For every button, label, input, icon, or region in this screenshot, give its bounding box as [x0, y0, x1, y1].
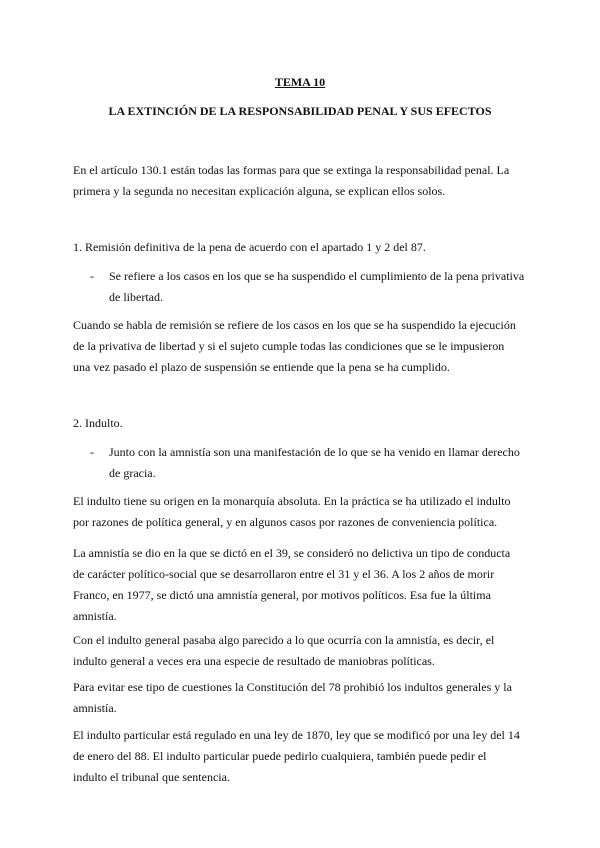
section2-paragraph-5: El indulto particular está regulado en una ley de 1870, ley que se modificó por una ley del 14 de enero del 88. El indulto particular puede pedirlo cualquiera, también puede pedir el indulto el tribunal que sentencia.	[73, 728, 520, 784]
section1-bullet-text: Se refiere a los casos en los que se ha suspendido el cumplimiento de la pena privativa de libertad.	[109, 269, 525, 304]
section2-paragraph-3: Con el indulto general pasaba algo parecido a lo que ocurría con la amnistía, es decir, el indulto general a veces era una especie de resultado de maniobras políticas.	[73, 633, 495, 668]
section2-bullet-text: Junto con la amnistía son una manifestación de lo que se ha venido en llamar derecho de gracia.	[109, 445, 520, 480]
section1-paragraph: Cuando se habla de remisión se refiere de los casos en los que se ha suspendido la ejecución de la privativa de libertad y si el sujeto cumple todas las condiciones que se le impusieron una vez pasado el plazo de suspensión se entiende que la pena se ha cumplido.	[73, 318, 516, 374]
section2-paragraph-2: La amnistía se dio en la que se dictó en el 39, se consideró no delictiva un tipo de conducta de carácter político-social que se desarrollaron entre el 31 y el 36. A los 2 años de morir Franco, en 1977, se dictó una amnistía general, por motivos políticos. Esa fue la última amnistía.	[73, 546, 511, 623]
bullet-dash: -	[90, 445, 94, 459]
section1-bullet	[90, 266, 530, 308]
section2-paragraph-1: El indulto tiene su origen en la monarquía absoluta. En la práctica se ha utilizado el indulto por razones de política general, y en algunos casos por razones de conveniencia política.	[73, 494, 511, 529]
section1-heading: 1. Remisión definitiva de la pena de acuerdo con el apartado 1 y 2 del 87.	[73, 240, 426, 254]
section2-paragraph-4: Para evitar ese tipo de cuestiones la Constitución del 78 prohibió los indultos generales y la amnistía.	[73, 680, 512, 715]
tema-heading: TEMA 10	[274, 75, 326, 89]
intro-paragraph: En el artículo 130.1 están todas las formas para que se extinga la responsabilidad penal. La primera y la segunda no necesitan explicación alguna, se explican ellos solos.	[73, 163, 510, 198]
document-title: LA EXTINCIÓN DE LA RESPONSABILIDAD PENAL Y SUS EFECTOS	[108, 104, 492, 118]
section2-heading: 2. Indulto.	[73, 416, 123, 430]
section2-bullet	[90, 442, 530, 484]
bullet-dash: -	[90, 269, 94, 283]
